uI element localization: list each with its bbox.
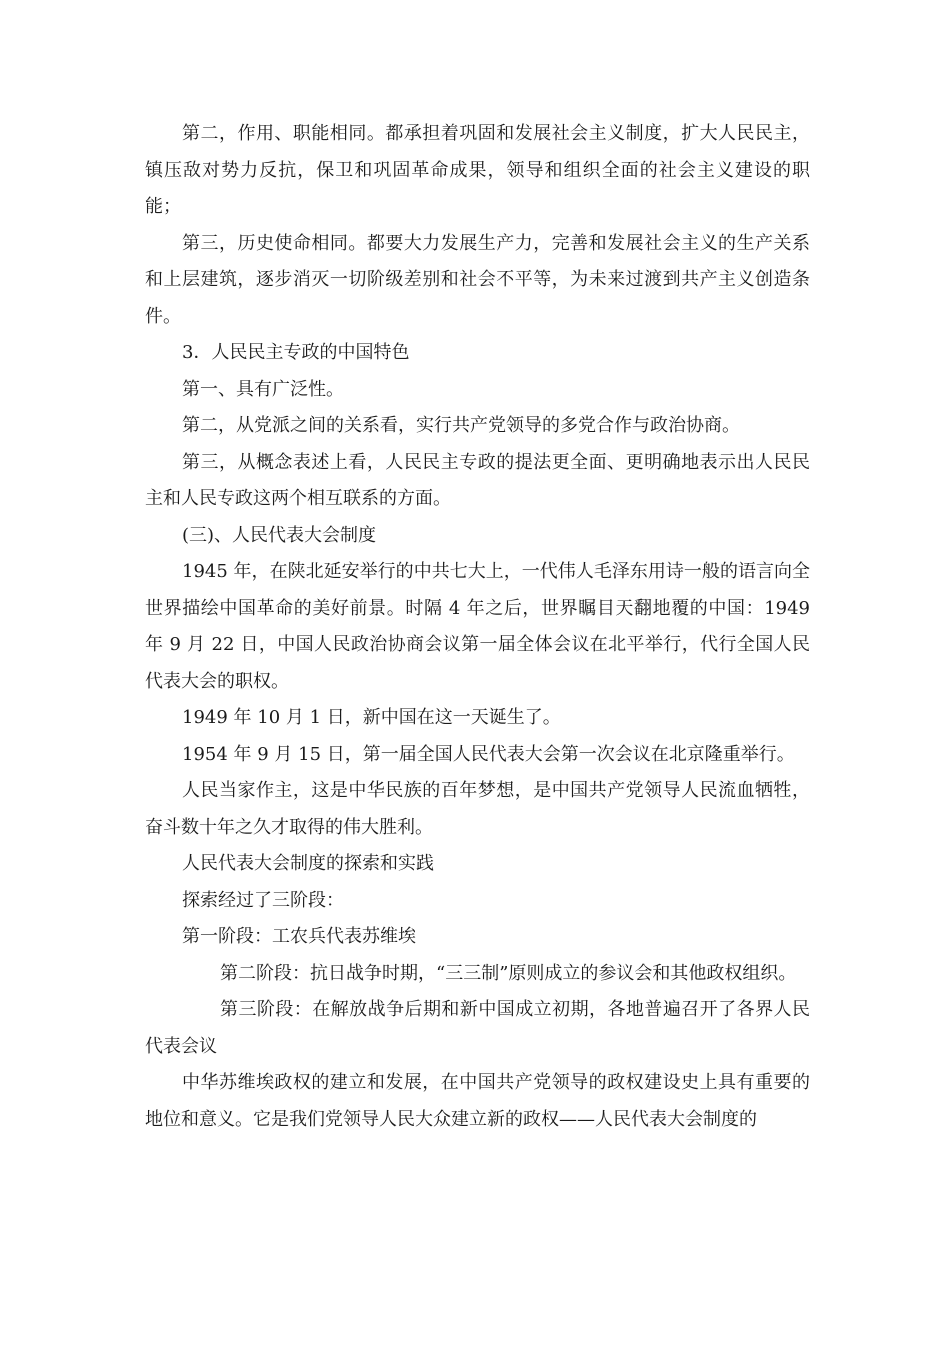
paragraph-three-stages: 探索经过了三阶段： [182, 889, 344, 911]
paragraph-functions: 第二，作用、职能相同。都承担着巩固和发展社会主义制度，扩大人民民主，镇压敌对势力反抗，保卫和巩固革命成果，领导和组织全面的社会主义建设的职能； [145, 123, 810, 217]
paragraph-1954: 1954 年 9 月 15 日，第一届全国人民代表大会第一次会议在北京隆重举行。 [182, 743, 795, 765]
paragraph-stage-two: 第二阶段：抗日战争时期，“三三制”原则成立的参议会和其他政权组织。 [220, 962, 797, 984]
paragraph-parties: 第二，从党派之间的关系看，实行共产党领导的多党合作与政治协商。 [182, 415, 740, 436]
section-heading-congress: (三)、人民代表大会制度 [182, 524, 377, 546]
paragraph-people-masters: 人民当家作主，这是中华民族的百年梦想，是中国共产党领导人民流血牺牲，奋斗数十年之久才取得的伟大胜利。 [145, 780, 810, 838]
paragraph-exploration-title: 人民代表大会制度的探索和实践 [182, 853, 434, 874]
paragraph-concept: 第三，从概念表述上看，人民民主专政的提法更全面、更明确地表示出人民民主和人民专政这两个相互联系的方面。 [145, 451, 810, 509]
section-heading-characteristics: 3．人民民主专政的中国特色 [182, 342, 410, 363]
paragraph-1945: 1945 年，在陕北延安举行的中共七大上，一代伟人毛泽东用诗一般的语言向全世界描绘中国革命的美好前景。时隔 4 年之后，世界瞩目天翻地覆的中国：1949 年 9 月 22 日，中国人民政治协商会议第一届全体会议在北平举行，代行全国人民代表大会的职权。 [145, 561, 810, 692]
paragraph-stage-one: 第一阶段：工农兵代表苏维埃 [182, 926, 416, 947]
paragraph-mission: 第三，历史使命相同。都要大力发展生产力，完善和发展社会主义的生产关系和上层建筑，逐步消灭一切阶级差别和社会不平等，为未来过渡到共产主义创造条件。 [145, 232, 810, 327]
paragraph-stage-three: 第三阶段：在解放战争后期和新中国成立初期，各地普遍召开了各界人民代表会议 [145, 999, 810, 1057]
paragraph-1949: 1949 年 10 月 1 日，新中国在这一天诞生了。 [182, 707, 561, 728]
body-text [145, 116, 810, 1138]
paragraph-breadth: 第一、具有广泛性。 [182, 378, 344, 400]
paragraph-soviet-regime: 中华苏维埃政权的建立和发展，在中国共产党领导的政权建设史上具有重要的地位和意义。它是我们党领导人民大众建立新的政权——人民代表大会制度的 [145, 1072, 810, 1130]
